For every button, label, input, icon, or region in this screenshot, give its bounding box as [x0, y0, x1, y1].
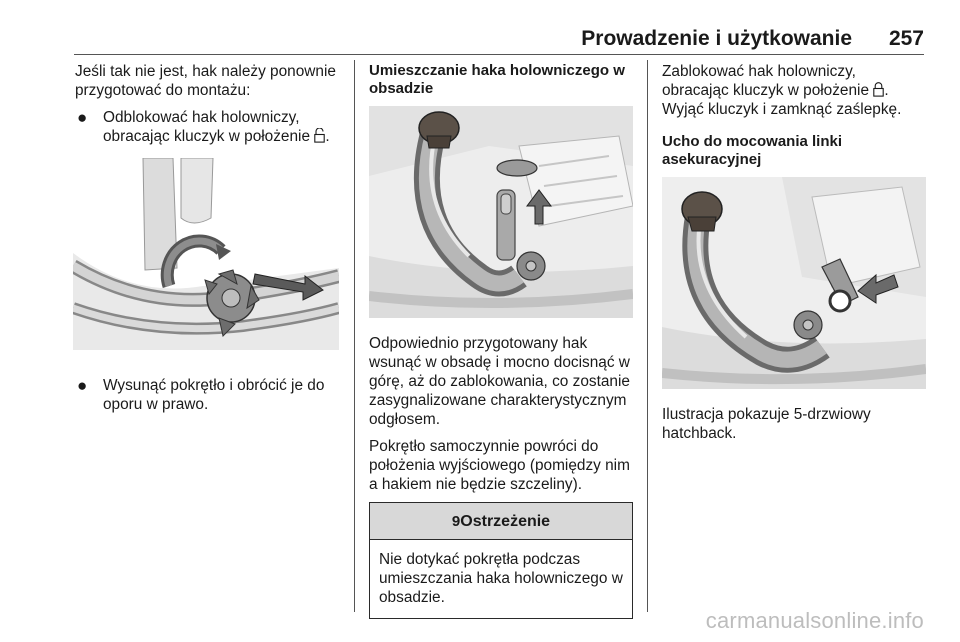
- column-3: [662, 62, 926, 451]
- warning-title: Ostrzeżenie: [460, 513, 551, 530]
- column-1: [75, 62, 343, 422]
- page-number: 257: [888, 27, 924, 50]
- knob-unlock-illustration: [73, 158, 339, 350]
- mounting-paragraph-2: Pokrętło samoczynnie powróci do położenia wyjściowego (pomiędzy nim a hakiem nie będzie szczeliny).: [369, 438, 630, 493]
- mounting-paragraph-1: Odpowiednio przygotowany hak wsunąć w obsadę i mocno docisnąć w górę, aż do zablokowania, co zostanie zasygnalizowane charakterystycznym odgłosem.: [369, 335, 630, 428]
- illustration-caption: Ilustracja pokazuje 5-drzwiowy hatchback.: [662, 406, 871, 442]
- page-header-title: Prowadzenie i użytkowanie: [581, 27, 852, 50]
- intro-paragraph: Jeśli tak nie jest, hak należy ponownie przygotować do montażu:: [75, 63, 336, 99]
- bullet-item-unlock: ● Odblokować hak holowniczy, obracając kluczyk w położenie .: [77, 108, 330, 145]
- warning-header: [370, 503, 632, 540]
- bullet-item-knob: [75, 376, 343, 414]
- column-divider-right: [647, 60, 648, 612]
- warning-symbol-icon: 9: [451, 513, 461, 530]
- column-2: [369, 62, 634, 619]
- warning-text: Nie dotykać pokrętła podczas umieszczania haka holowniczego w obsadzie.: [379, 551, 623, 606]
- bullet-text-knob: Wysunąć pokrętło i obrócić je do oporu w prawo.: [103, 377, 325, 413]
- unlocked-padlock-icon: [314, 128, 325, 143]
- locked-padlock-icon: [873, 82, 884, 97]
- bullet-text-unlock: Odblokować hak holowniczy, obracając kluczyk w położenie: [103, 109, 311, 145]
- bullet-dot-icon: ●: [77, 376, 88, 395]
- warning-box: [369, 502, 633, 619]
- column-divider-left: [354, 60, 355, 612]
- watermark-text: carmanualsonline.info: [705, 608, 924, 633]
- safety-cable-eye-illustration: [662, 177, 926, 389]
- bullet-dot-icon: ●: [77, 108, 88, 127]
- lock-paragraph: Zablokować hak holowniczy, obracając kluczyk w położenie . Wyjąć kluczyk i zamknąć zaślepkę.: [662, 63, 902, 118]
- header-rule: [74, 54, 924, 55]
- section-heading-mounting: Umieszczanie haka holowniczego w obsadzie: [369, 62, 625, 97]
- section-heading-safety-eye: Ucho do mocowania linki asekuracyjnej: [662, 133, 843, 168]
- hook-insertion-illustration: [369, 106, 633, 318]
